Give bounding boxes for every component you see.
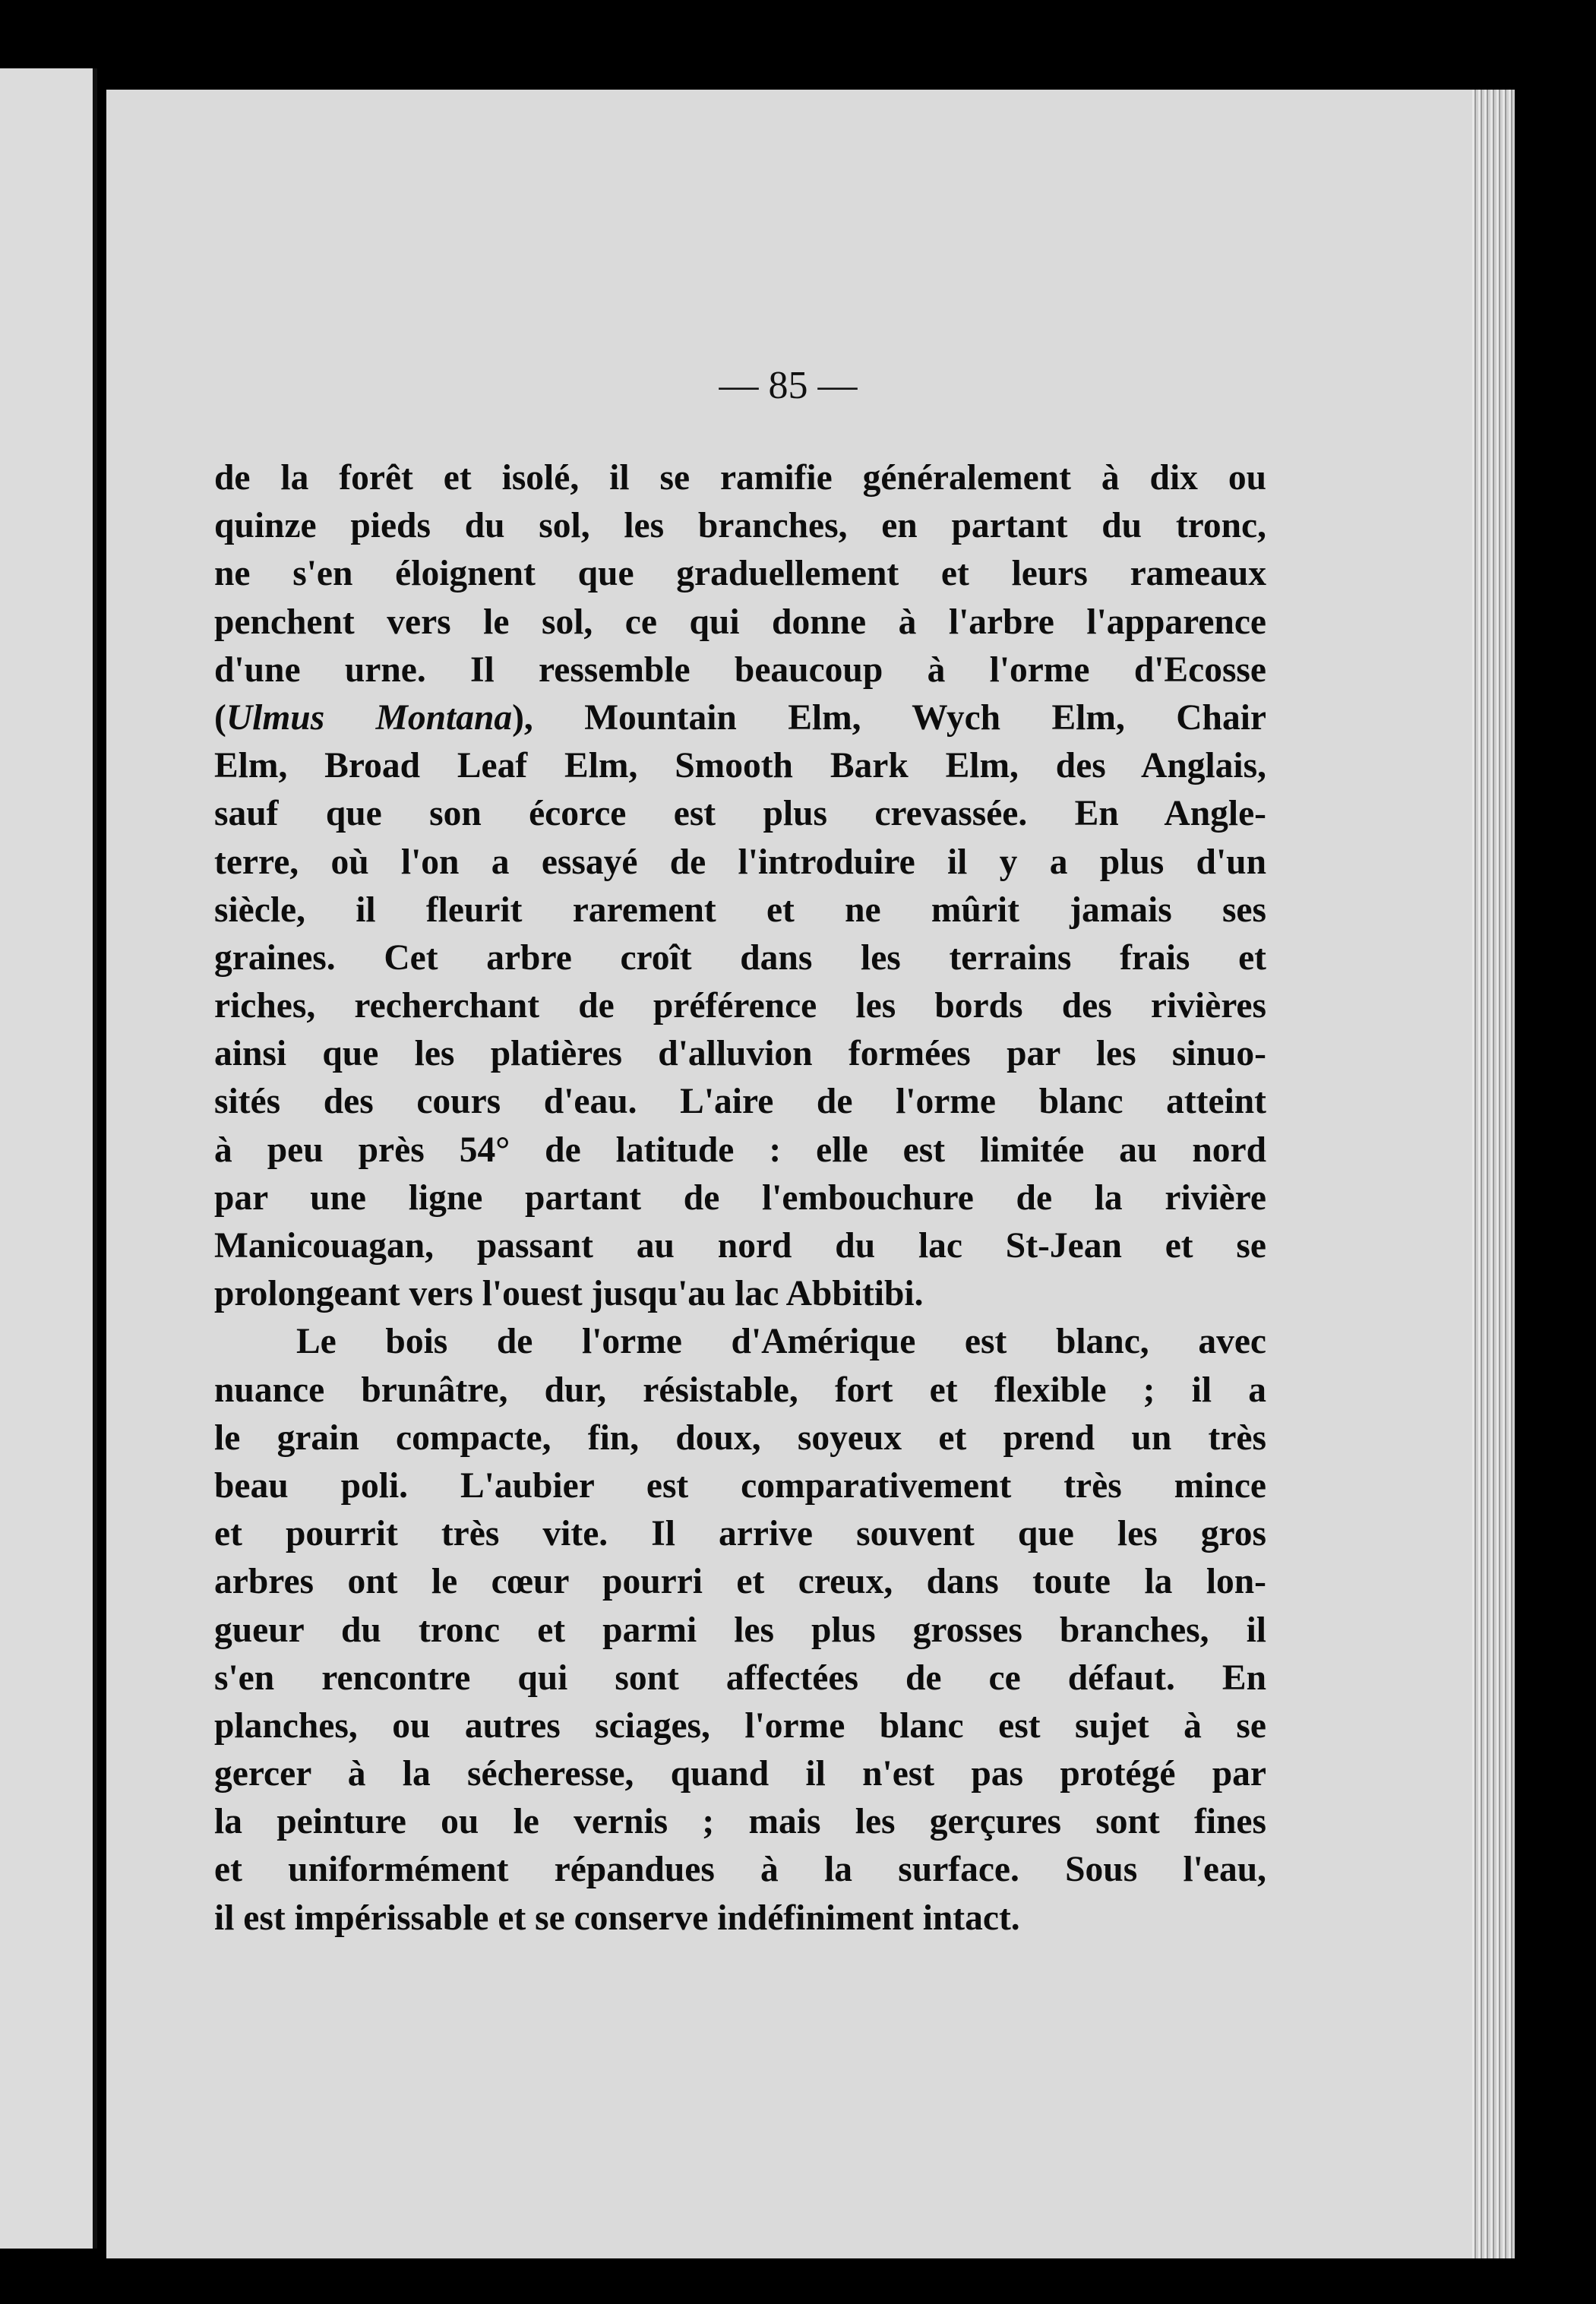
text-line: et pourrit très vite. Il arrive souvent que les gros (214, 1514, 1266, 1554)
text-line: d'une urne. Il ressemble beaucoup à l'orme d'Ecosse (214, 649, 1266, 690)
text-line: planches, ou autres sciages, l'orme blanc est sujet à se (214, 1705, 1266, 1746)
text-line: par une ligne partant de l'embouchure de la rivière (214, 1177, 1266, 1218)
body-text (214, 454, 1266, 1942)
text-line: sités des cours d'eau. L'aire de l'orme blanc atteint (214, 1082, 1266, 1122)
latin-name: Ulmus Montana (226, 697, 513, 738)
text-line: terre, où l'on a essayé de l'introduire il y a plus d'un (214, 842, 1266, 882)
text-line: le grain compacte, fin, doux, soyeux et prend un très (214, 1417, 1266, 1458)
text-line: Manicouagan, passant au nord du lac St-Jean et se (214, 1226, 1266, 1266)
text-fragment: ), Mountain Elm, Wych Elm, Chair (512, 697, 1266, 738)
text-line: nuance brunâtre, dur, résistable, fort et flexible ; il a (214, 1370, 1266, 1410)
text-line: arbres ont le cœur pourri et creux, dans toute la lon- (214, 1562, 1266, 1602)
page-number: — 85 — (719, 364, 858, 407)
book-page (106, 90, 1485, 2258)
text-line: et uniformément répandues à la surface. Sous l'eau, (214, 1850, 1266, 1890)
text-line: ainsi que les platières d'alluvion formées par les sinuo- (214, 1034, 1266, 1074)
text-line: ne s'en éloignent que graduellement et leurs rameaux (214, 554, 1266, 594)
text-line: prolongeant vers l'ouest jusqu'au lac Abbitibi. (214, 1274, 924, 1314)
text-line: sauf que son écorce est plus crevassée. En Angle- (214, 794, 1266, 834)
text-line: Elm, Broad Leaf Elm, Smooth Bark Elm, des Anglais, (214, 746, 1266, 786)
text-line: à peu près 54° de latitude : elle est limitée au nord (214, 1130, 1266, 1170)
text-line: la peinture ou le vernis ; mais les gerçures sont fines (214, 1802, 1266, 1842)
text-line: il est impérissable et se conserve indéfiniment intact. (214, 1898, 1020, 1938)
text-line: gueur du tronc et parmi les plus grosses branches, il (214, 1610, 1266, 1650)
text-line: de la forêt et isolé, il se ramifie généralement à dix ou (214, 458, 1266, 498)
text-line: Le bois de l'orme d'Amérique est blanc, avec (296, 1322, 1266, 1362)
text-line: riches, recherchant de préférence les bords des rivières (214, 986, 1266, 1026)
text-line: penchent vers le sol, ce qui donne à l'arbre l'apparence (214, 602, 1266, 642)
text-line: gercer à la sécheresse, quand il n'est pas protégé par (214, 1754, 1266, 1794)
text-fragment: ( (214, 697, 226, 738)
text-line: quinze pieds du sol, les branches, en partant du tronc, (214, 506, 1266, 546)
text-line: graines. Cet arbre croît dans les terrains frais et (214, 937, 1266, 978)
text-line: siècle, il fleurit rarement et ne mûrit jamais ses (214, 890, 1266, 930)
text-line (214, 694, 1266, 742)
text-line: s'en rencontre qui sont affectées de ce défaut. En (214, 1658, 1266, 1698)
text-line: beau poli. L'aubier est comparativement très mince (214, 1465, 1266, 1506)
page-stack-edge (1472, 90, 1515, 2258)
facing-page-edge (0, 68, 97, 2249)
